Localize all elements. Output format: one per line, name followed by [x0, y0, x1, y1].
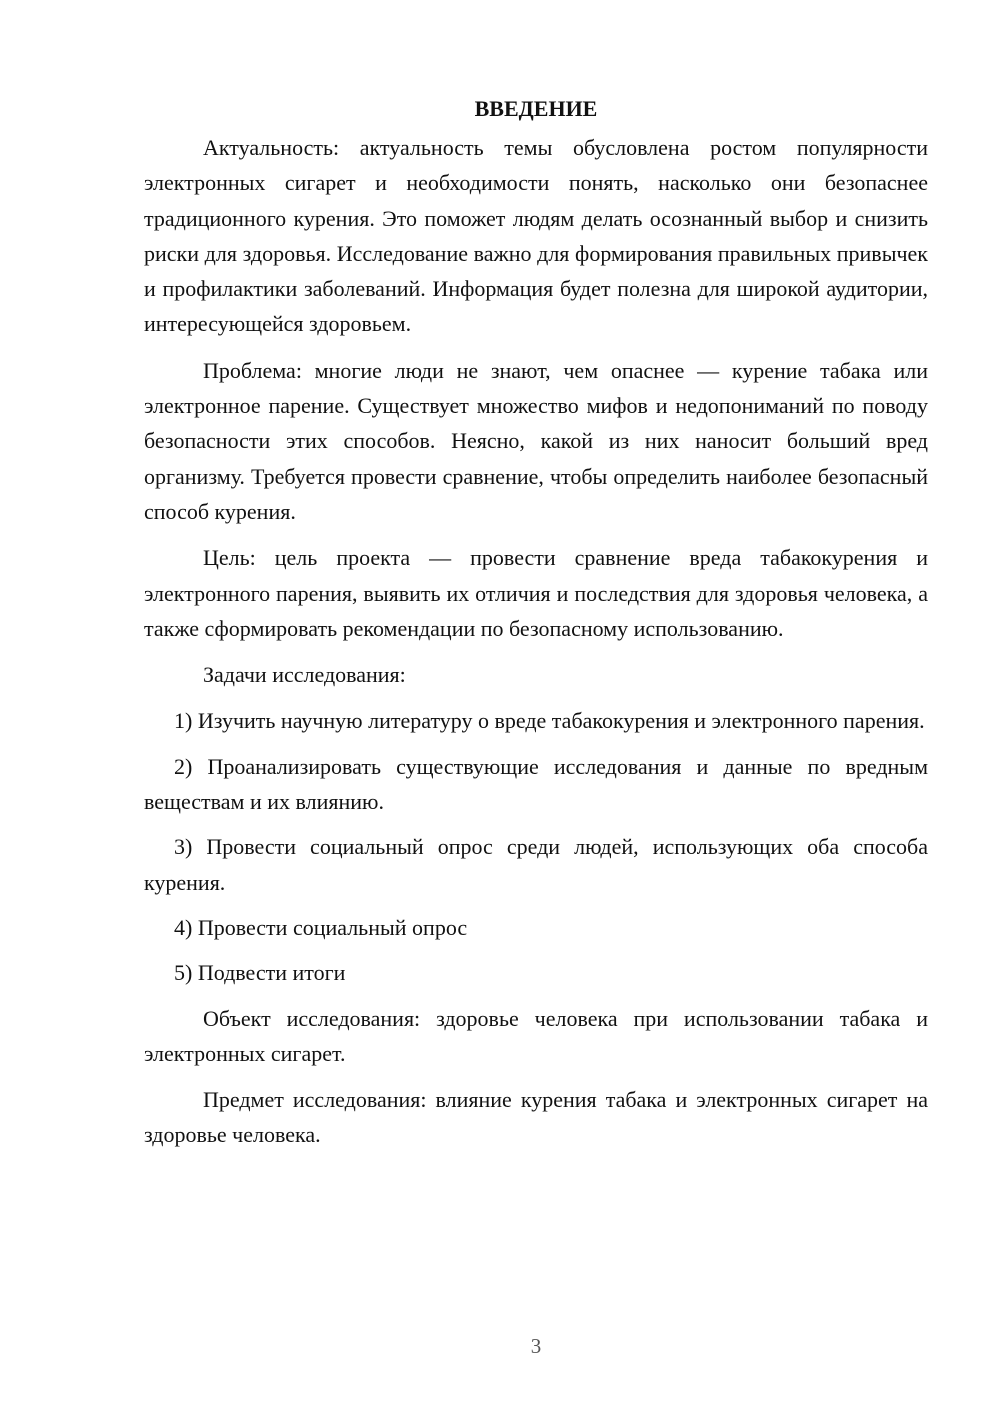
task-item: 5) Подвести итоги	[174, 960, 346, 986]
tasks-heading: Задачи исследования:	[203, 662, 406, 688]
paragraph-problem: Проблема: многие люди не знают, чем опаснее — курение табака или электронное парение. Существует множество мифов и недопониманий по поводу безопасности этих способов. Неясно, какой из них наносит больший вред организму. Требуется провести сравнение, чтобы определить наиболее безопасный способ курения.	[144, 357, 928, 524]
task-item: 2) Проанализировать существующие исследования и данные по вредным веществам и их влиянию.	[144, 753, 928, 815]
section-heading: ВВЕДЕНИЕ	[474, 96, 598, 121]
paragraph-goal: Цель: цель проекта — провести сравнение вреда табакокурения и электронного парения, выявить их отличия и последствия для здоровья человека, а также сформировать рекомендации по безопасному использованию.	[144, 545, 928, 641]
page-number: 3	[530, 1334, 542, 1358]
document-page	[144, 92, 928, 1164]
task-item: 1) Изучить научную литературу о вреде табакокурения и электронного парения.	[174, 708, 925, 734]
paragraph-object: Объект исследования: здоровье человека при использовании табака и электронных сигарет.	[144, 1005, 928, 1066]
task-item: 4) Провести социальный опрос	[174, 914, 468, 940]
paragraph-relevance: Актуальность: актуальность темы обусловлена ростом популярности электронных сигарет и необходимости понять, насколько они безопаснее традиционного курения. Это поможет людям делать осознанный выбор и снизить риски для здоровья. Исследование важно для формирования правильных привычек и профилактики заболеваний. Информация будет полезна для широкой аудитории, интересующейся здоровьем.	[144, 135, 928, 337]
paragraph-subject: Предмет исследования: влияние курения табака и электронных сигарет на здоровье человека.	[144, 1087, 928, 1148]
task-item: 3) Провести социальный опрос среди людей, использующих оба способа курения.	[144, 834, 928, 895]
tasks-list	[144, 703, 928, 990]
